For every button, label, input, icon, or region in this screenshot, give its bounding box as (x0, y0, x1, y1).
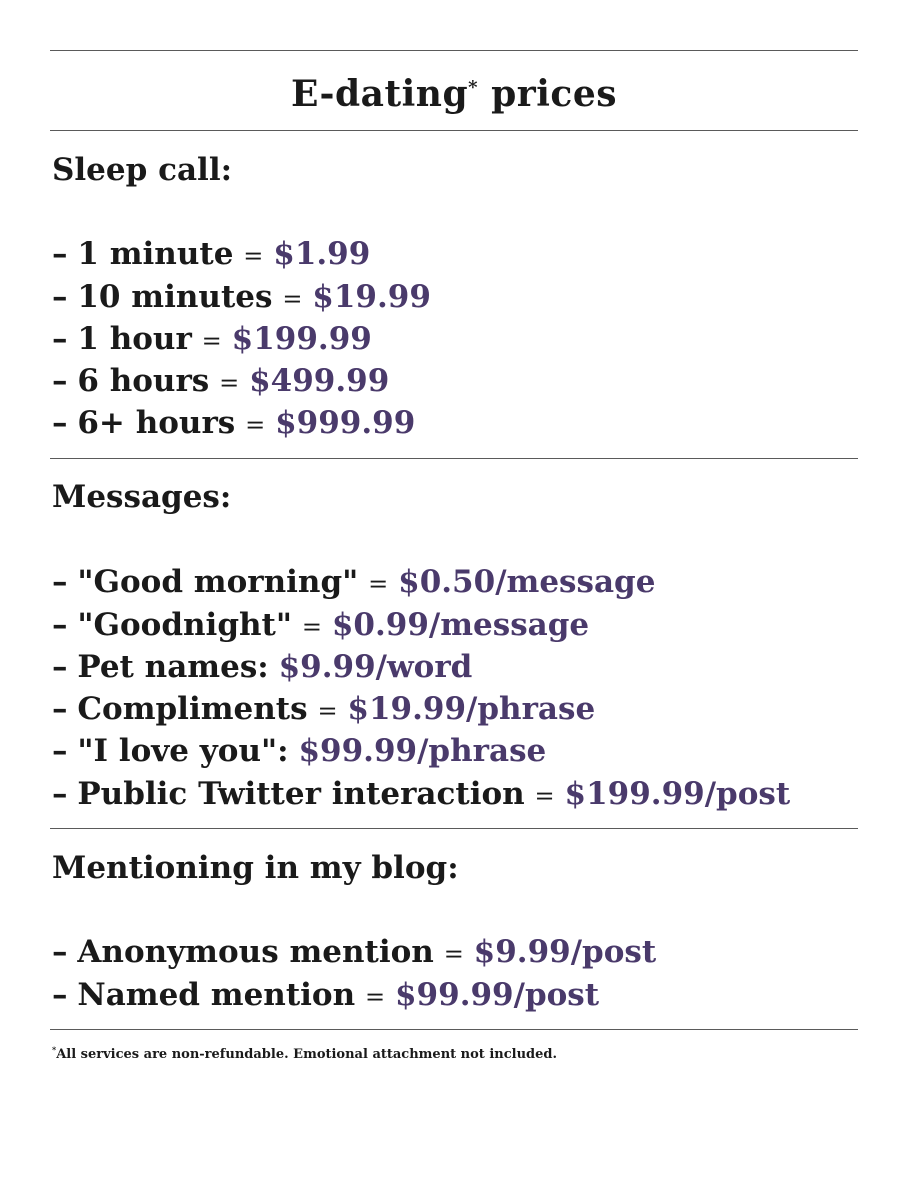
top-divider (50, 50, 858, 51)
footnote: *All services are non-refundable. Emotional attachment not included. (52, 1044, 558, 1062)
title-divider (50, 130, 858, 131)
list-item: – Public Twitter interaction = $199.99/post (52, 776, 791, 812)
page-title: E-dating* prices (290, 73, 618, 115)
list-item: – "Good morning" = $0.50/message (52, 564, 656, 600)
list-item: – 1 hour = $199.99 (52, 321, 372, 357)
list-item: – "I love you": $99.99/phrase (52, 733, 547, 769)
list-item: – Pet names: $9.99/word (52, 649, 473, 685)
list-item: – "Goodnight" = $0.99/message (52, 607, 590, 643)
footer-divider (50, 1029, 858, 1030)
list-item: – Named mention = $99.99/post (52, 977, 600, 1013)
list-item: – 6 hours = $499.99 (52, 363, 390, 399)
section-heading-blog: Mentioning in my blog: (52, 850, 459, 886)
price-sheet (50, 0, 858, 1200)
section-heading-sleep-call: Sleep call: (52, 152, 233, 188)
list-item: – 1 minute = $1.99 (52, 236, 371, 272)
section-divider (50, 458, 858, 459)
section-divider (50, 828, 858, 829)
list-item: – Compliments = $19.99/phrase (52, 691, 596, 727)
list-item: – Anonymous mention = $9.99/post (52, 934, 657, 970)
list-item: – 10 minutes = $19.99 (52, 279, 431, 315)
section-heading-messages: Messages: (52, 479, 232, 515)
list-item: – 6+ hours = $999.99 (52, 405, 416, 441)
